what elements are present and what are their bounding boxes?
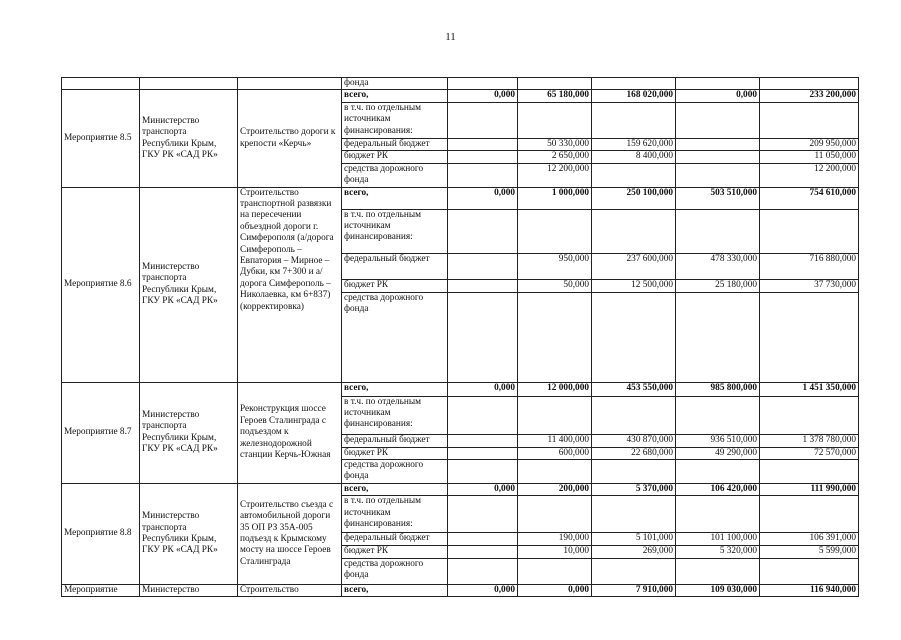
measure-name: Строительство дороги к крепости «Керчь» bbox=[238, 90, 342, 187]
table-cell bbox=[62, 78, 140, 90]
value-cell bbox=[676, 292, 760, 382]
value-cell: 237 600,000 bbox=[592, 253, 676, 279]
page-number: 11 bbox=[445, 31, 456, 43]
table-row bbox=[62, 90, 859, 102]
value-cell: 50,000 bbox=[518, 279, 592, 292]
source-cell: средства дорожного фонда bbox=[342, 292, 448, 382]
value-cell: 106 420,000 bbox=[676, 484, 760, 496]
table-cell bbox=[676, 78, 760, 90]
value-cell: 11 050,000 bbox=[760, 151, 859, 163]
value-cell bbox=[448, 558, 518, 584]
source-cell: средства дорожного фонда bbox=[342, 558, 448, 584]
value-cell: 503 510,000 bbox=[676, 187, 760, 209]
value-cell bbox=[676, 209, 760, 253]
value-cell: 0,000 bbox=[448, 187, 518, 209]
value-cell: 1 451 350,000 bbox=[760, 382, 859, 396]
table-cell bbox=[518, 78, 592, 90]
value-cell: 8 400,000 bbox=[592, 151, 676, 163]
source-cell: федеральный бюджет bbox=[342, 533, 448, 546]
value-cell: 7 910,000 bbox=[592, 584, 676, 596]
source-cell: всего, bbox=[342, 90, 448, 102]
value-cell: 12 000,000 bbox=[518, 382, 592, 396]
value-cell bbox=[592, 102, 676, 138]
value-cell bbox=[448, 546, 518, 558]
source-cell: в т.ч. по отдельным источникам финансирования: bbox=[342, 102, 448, 138]
source-cell: всего, bbox=[342, 187, 448, 209]
measure-name: Строительство транспортной развязки на пересечении объездной дороги г. Симферополя (а/дорога Симферополь – Евпатория – Мирное – Дубки, км 7+300 и а/дорога Симферополь – Николаевка, км 6+837) (корректировка) bbox=[238, 187, 342, 382]
measure-executor: Министерство транспорта Республики Крым, ГКУ РК «САД РК» bbox=[140, 484, 238, 585]
value-cell: 11 400,000 bbox=[518, 434, 592, 447]
measure-id: Мероприятие 8.6 bbox=[62, 187, 140, 382]
value-cell bbox=[760, 558, 859, 584]
value-cell bbox=[448, 396, 518, 434]
value-cell bbox=[592, 558, 676, 584]
source-cell: бюджет РК bbox=[342, 546, 448, 558]
value-cell: 109 030,000 bbox=[676, 584, 760, 596]
measure-id: Мероприятие 8.5 bbox=[62, 90, 140, 187]
source-cell: федеральный бюджет bbox=[342, 253, 448, 279]
table-cell bbox=[140, 78, 238, 90]
value-cell: 985 800,000 bbox=[676, 382, 760, 396]
table-row bbox=[62, 78, 859, 90]
value-cell: 478 330,000 bbox=[676, 253, 760, 279]
table-row bbox=[62, 187, 859, 209]
value-cell: 269,000 bbox=[592, 546, 676, 558]
value-cell bbox=[448, 434, 518, 447]
value-cell bbox=[448, 209, 518, 253]
value-cell bbox=[448, 138, 518, 150]
value-cell: 5 101,000 bbox=[592, 533, 676, 546]
value-cell: 0,000 bbox=[448, 382, 518, 396]
table-cell bbox=[238, 78, 342, 90]
value-cell: 12 200,000 bbox=[518, 163, 592, 187]
source-cell: средства дорожного фонда bbox=[342, 163, 448, 187]
value-cell: 10,000 bbox=[518, 546, 592, 558]
value-cell bbox=[676, 396, 760, 434]
source-cell: бюджет РК bbox=[342, 151, 448, 163]
measure-name: Строительство bbox=[238, 584, 342, 596]
value-cell bbox=[676, 460, 760, 484]
value-cell bbox=[676, 496, 760, 533]
source-cell: в т.ч. по отдельным источникам финансирования: bbox=[342, 496, 448, 533]
value-cell: 200,000 bbox=[518, 484, 592, 496]
measure-id: Мероприятие 8.7 bbox=[62, 382, 140, 483]
value-cell bbox=[448, 533, 518, 546]
value-cell: 0,000 bbox=[448, 90, 518, 102]
value-cell: 2 650,000 bbox=[518, 151, 592, 163]
value-cell bbox=[518, 558, 592, 584]
value-cell bbox=[592, 292, 676, 382]
value-cell bbox=[518, 460, 592, 484]
table-row bbox=[62, 382, 859, 396]
value-cell bbox=[448, 279, 518, 292]
value-cell bbox=[518, 496, 592, 533]
value-cell bbox=[518, 396, 592, 434]
value-cell: 22 680,000 bbox=[592, 447, 676, 459]
funding-table bbox=[61, 77, 859, 597]
source-cell: в т.ч. по отдельным источникам финансирования: bbox=[342, 396, 448, 434]
value-cell bbox=[592, 396, 676, 434]
measure-name: Реконструкция шоссе Героев Сталинграда с подъездом к железнодорожной станции Керчь-Южная bbox=[238, 382, 342, 483]
table-cell bbox=[592, 78, 676, 90]
measure-executor: Министерство транспорта Республики Крым, ГКУ РК «САД РК» bbox=[140, 382, 238, 483]
source-cell: бюджет РК bbox=[342, 447, 448, 459]
value-cell bbox=[760, 396, 859, 434]
value-cell: 111 990,000 bbox=[760, 484, 859, 496]
value-cell: 190,000 bbox=[518, 533, 592, 546]
value-cell: 12 500,000 bbox=[592, 279, 676, 292]
table-cell bbox=[448, 78, 518, 90]
source-cell: всего, bbox=[342, 484, 448, 496]
value-cell: 159 620,000 bbox=[592, 138, 676, 150]
value-cell bbox=[676, 138, 760, 150]
value-cell: 209 950,000 bbox=[760, 138, 859, 150]
value-cell: 0,000 bbox=[676, 90, 760, 102]
value-cell: 453 550,000 bbox=[592, 382, 676, 396]
value-cell bbox=[676, 102, 760, 138]
value-cell bbox=[448, 253, 518, 279]
value-cell bbox=[448, 151, 518, 163]
value-cell: 49 290,000 bbox=[676, 447, 760, 459]
value-cell: 50 330,000 bbox=[518, 138, 592, 150]
value-cell bbox=[760, 102, 859, 138]
value-cell: 0,000 bbox=[448, 584, 518, 596]
value-cell: 168 020,000 bbox=[592, 90, 676, 102]
measure-id: Мероприятие 8.8 bbox=[62, 484, 140, 585]
source-cell: всего, bbox=[342, 584, 448, 596]
measure-name: Строительство съезда с автомобильной дороги 35 ОП РЗ 35А-005 подъезд к Крымскому мосту на шоссе Героев Сталинграда bbox=[238, 484, 342, 585]
value-cell: 950,000 bbox=[518, 253, 592, 279]
value-cell bbox=[676, 163, 760, 187]
source-cell: в т.ч. по отдельным источникам финансирования: bbox=[342, 209, 448, 253]
value-cell: 936 510,000 bbox=[676, 434, 760, 447]
value-cell bbox=[448, 496, 518, 533]
measure-id: Мероприятие bbox=[62, 584, 140, 596]
source-cell: средства дорожного фонда bbox=[342, 460, 448, 484]
value-cell: 754 610,000 bbox=[760, 187, 859, 209]
source-cell: федеральный бюджет bbox=[342, 138, 448, 150]
table-row bbox=[62, 584, 859, 596]
value-cell bbox=[592, 163, 676, 187]
value-cell bbox=[448, 460, 518, 484]
value-cell: 0,000 bbox=[448, 484, 518, 496]
value-cell: 65 180,000 bbox=[518, 90, 592, 102]
table-cell bbox=[760, 78, 859, 90]
value-cell bbox=[676, 151, 760, 163]
value-cell: 5 599,000 bbox=[760, 546, 859, 558]
value-cell bbox=[760, 460, 859, 484]
value-cell: 72 570,000 bbox=[760, 447, 859, 459]
value-cell bbox=[448, 102, 518, 138]
value-cell bbox=[592, 460, 676, 484]
value-cell bbox=[518, 209, 592, 253]
value-cell: 101 100,000 bbox=[676, 533, 760, 546]
value-cell bbox=[760, 292, 859, 382]
value-cell bbox=[592, 496, 676, 533]
source-cell: фонда bbox=[342, 78, 448, 90]
value-cell bbox=[448, 292, 518, 382]
value-cell bbox=[448, 447, 518, 459]
source-cell: федеральный бюджет bbox=[342, 434, 448, 447]
measure-executor: Министерство транспорта Республики Крым, ГКУ РК «САД РК» bbox=[140, 187, 238, 382]
value-cell: 716 880,000 bbox=[760, 253, 859, 279]
value-cell: 430 870,000 bbox=[592, 434, 676, 447]
value-cell: 250 100,000 bbox=[592, 187, 676, 209]
source-cell: бюджет РК bbox=[342, 279, 448, 292]
table-row bbox=[62, 484, 859, 496]
value-cell bbox=[448, 163, 518, 187]
value-cell: 106 391,000 bbox=[760, 533, 859, 546]
value-cell: 1 000,000 bbox=[518, 187, 592, 209]
value-cell: 600,000 bbox=[518, 447, 592, 459]
value-cell bbox=[518, 102, 592, 138]
value-cell: 37 730,000 bbox=[760, 279, 859, 292]
value-cell: 233 200,000 bbox=[760, 90, 859, 102]
value-cell bbox=[676, 558, 760, 584]
value-cell: 12 200,000 bbox=[760, 163, 859, 187]
measure-executor: Министерство bbox=[140, 584, 238, 596]
value-cell bbox=[760, 496, 859, 533]
value-cell bbox=[518, 292, 592, 382]
value-cell: 5 370,000 bbox=[592, 484, 676, 496]
value-cell: 25 180,000 bbox=[676, 279, 760, 292]
value-cell: 1 378 780,000 bbox=[760, 434, 859, 447]
value-cell bbox=[592, 209, 676, 253]
value-cell: 116 940,000 bbox=[760, 584, 859, 596]
value-cell bbox=[760, 209, 859, 253]
value-cell: 0,000 bbox=[518, 584, 592, 596]
source-cell: всего, bbox=[342, 382, 448, 396]
value-cell: 5 320,000 bbox=[676, 546, 760, 558]
measure-executor: Министерство транспорта Республики Крым, ГКУ РК «САД РК» bbox=[140, 90, 238, 187]
